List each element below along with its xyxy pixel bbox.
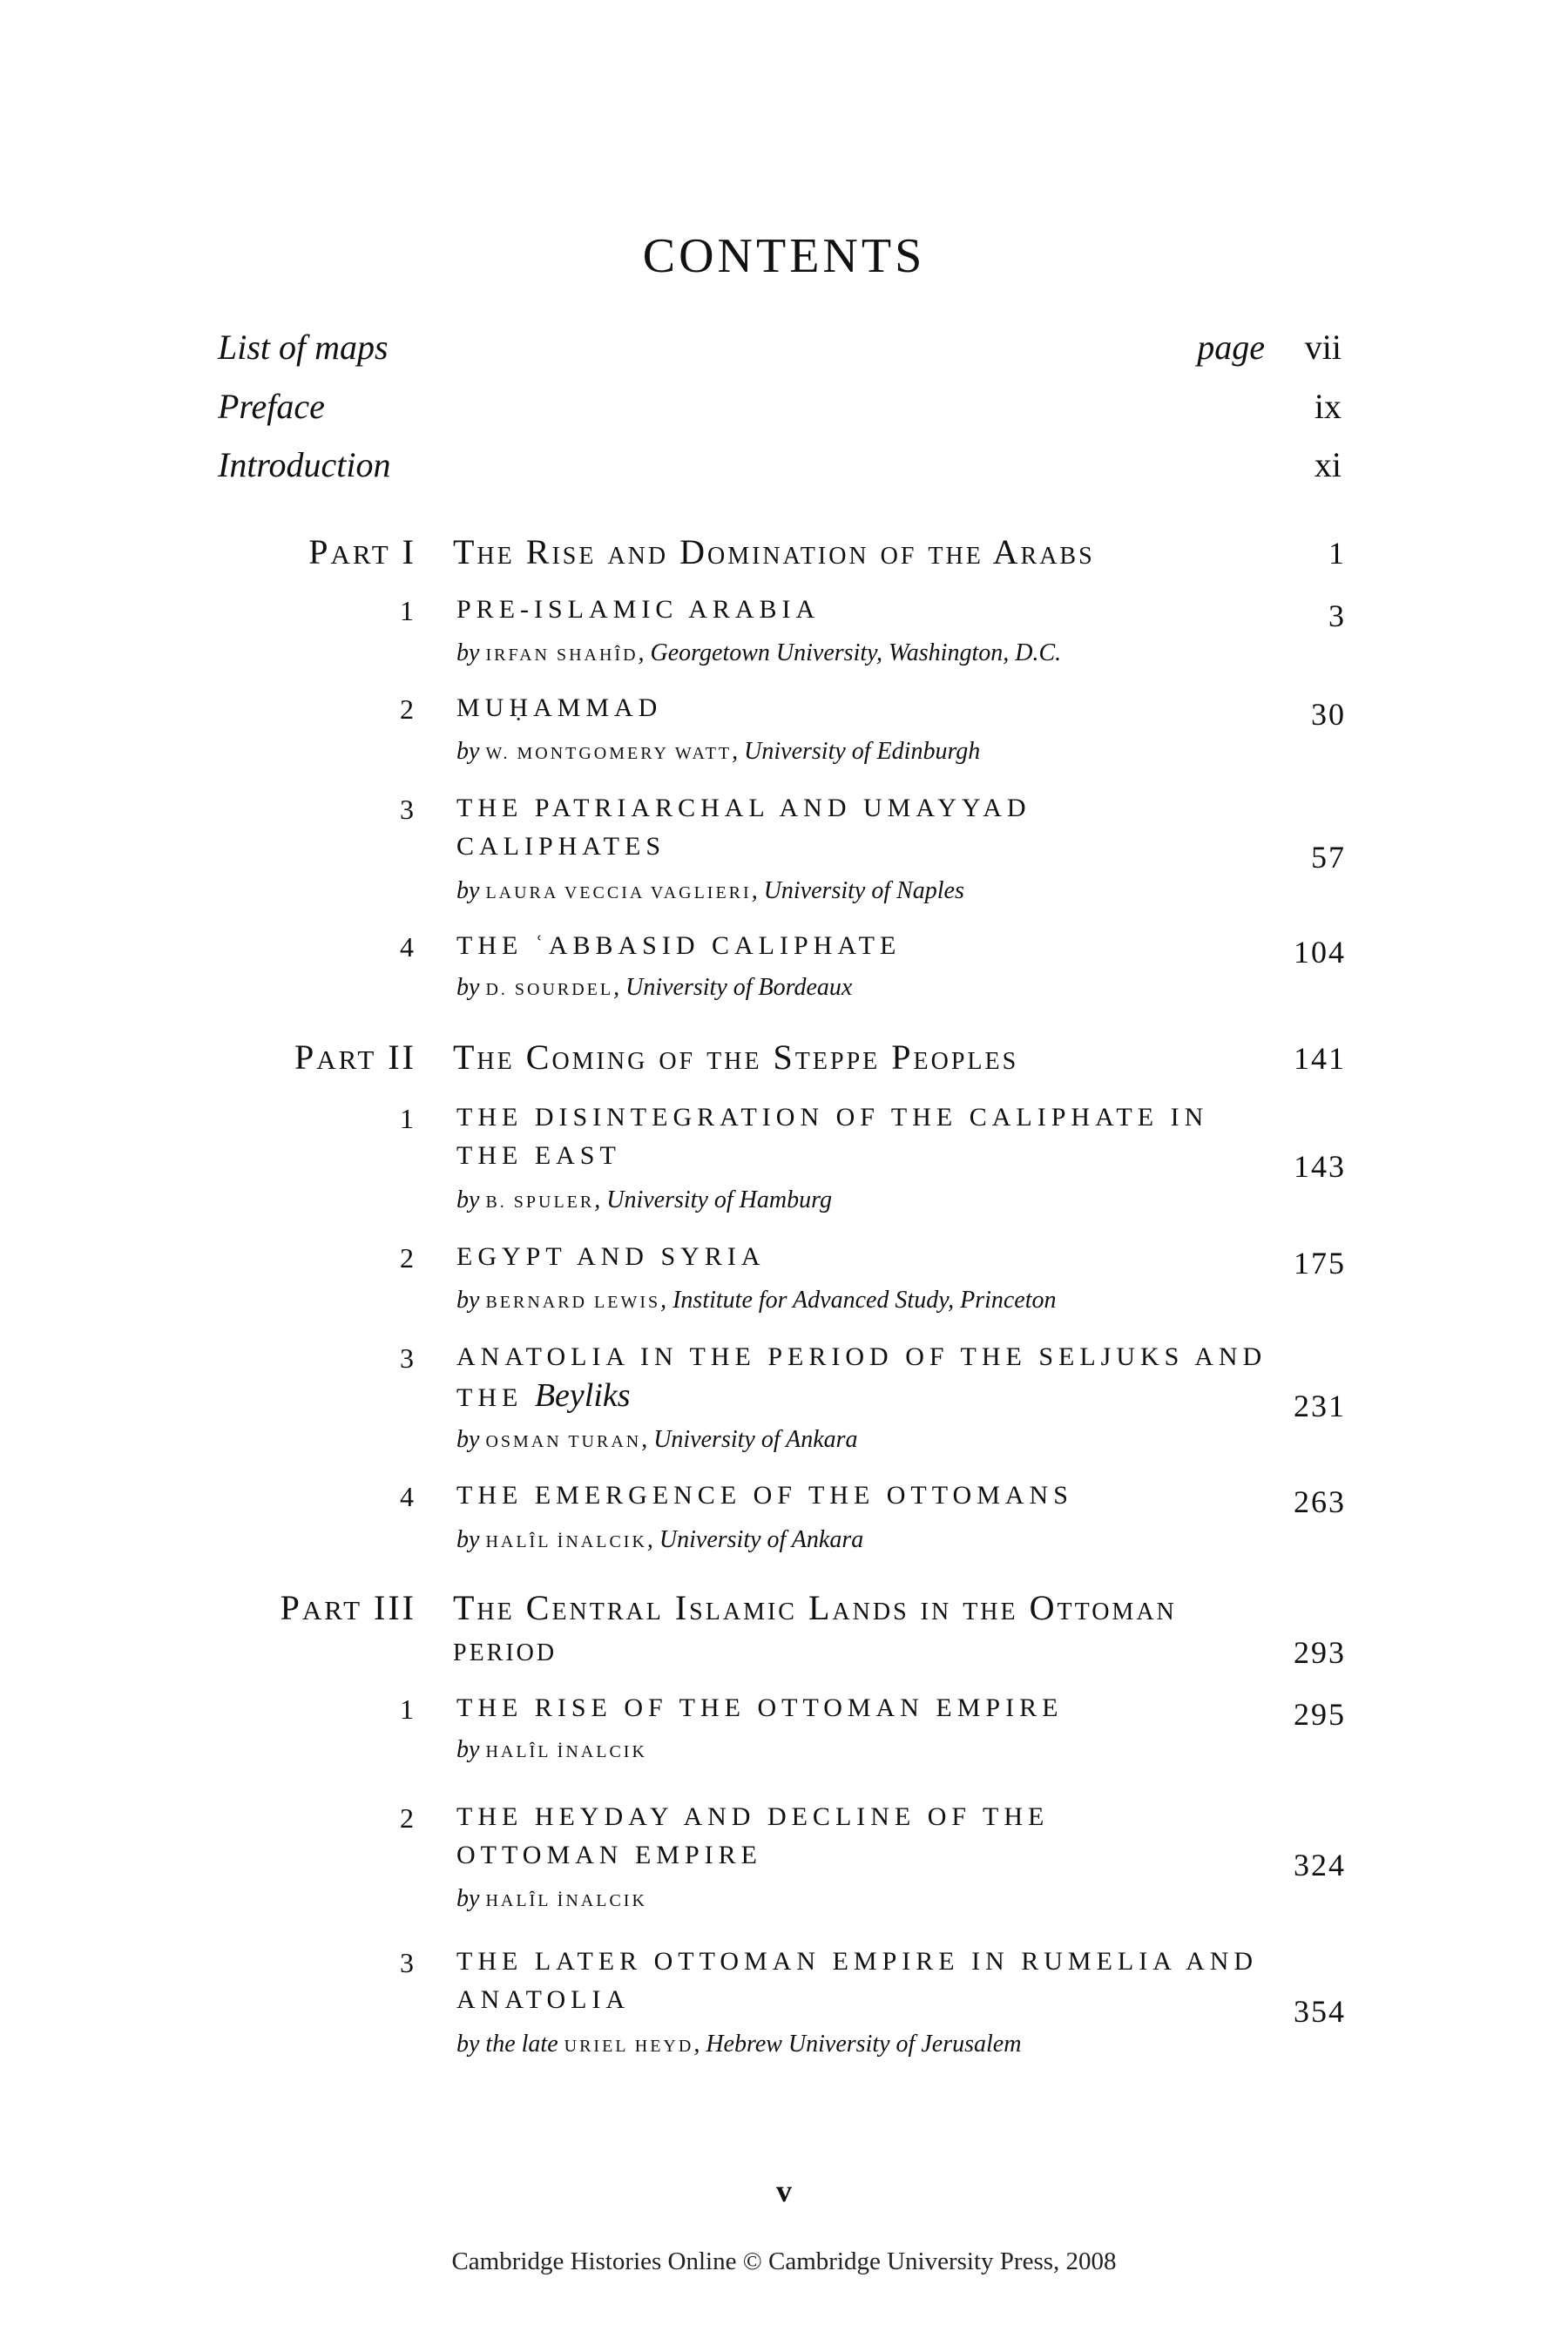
page-number: v xyxy=(776,2173,792,2208)
front-item-list-of-maps[interactable] xyxy=(218,327,1342,368)
chapter-byline: by B. SPULER, University of Hamburg xyxy=(456,1186,832,1213)
part-title[interactable]: The Central Islamic Lands in the Ottoman period xyxy=(453,1588,1177,1668)
page-title: CONTENTS xyxy=(642,229,926,283)
chapter-number: 1 xyxy=(400,1693,414,1725)
chapter-page: 231 xyxy=(1294,1389,1346,1423)
chapter-byline: by the late URIEL HEYD, Hebrew University of Jerusalem xyxy=(456,2031,1022,2058)
chapter-page: 3 xyxy=(1328,598,1346,633)
copyright-footer: Cambridge Histories Online © Cambridge University Press, 2008 xyxy=(451,2247,1117,2275)
chapter-byline: by LAURA VECCIA VAGLIERI, University of Naples xyxy=(456,877,964,904)
chapter-byline: by HALÎL İNALCIK xyxy=(456,1736,647,1763)
part-page: 293 xyxy=(1294,1635,1346,1670)
chapter-title[interactable]: THE HEYDAY AND DECLINE OF THE OTTOMAN EMPIRE xyxy=(456,1802,1050,1869)
front-item-label: Preface xyxy=(218,387,325,426)
chapter-byline: by HALÎL İNALCIK xyxy=(456,1885,647,1912)
chapter-byline: by OSMAN TURAN, University of Ankara xyxy=(456,1426,858,1453)
chapter-page: 104 xyxy=(1294,935,1346,970)
front-item-preface[interactable] xyxy=(218,386,1342,427)
chapter-title[interactable]: PRE-ISLAMIC ARABIA xyxy=(456,595,821,624)
chapter-number: 3 xyxy=(400,794,414,825)
chapter-title[interactable]: THE ʿABBASID CALIPHATE xyxy=(456,931,902,960)
part-title[interactable]: The Rise and Domination of the Arabs xyxy=(453,532,1095,571)
front-item-page: ix xyxy=(1314,387,1342,426)
chapter-number: 1 xyxy=(400,1103,414,1134)
part-page: 141 xyxy=(1294,1041,1346,1076)
chapter-page: 263 xyxy=(1294,1484,1346,1519)
chapter-title[interactable]: ANATOLIA IN THE PERIOD OF THE SELJUKS AND THE Beyliks xyxy=(456,1342,1267,1414)
chapter-number: 4 xyxy=(400,931,414,963)
front-item-page: xi xyxy=(1314,445,1342,484)
chapter-byline: by BERNARD LEWIS, Institute for Advanced Study, Princeton xyxy=(456,1287,1057,1314)
front-item-introduction[interactable] xyxy=(218,444,1342,485)
chapter-title[interactable]: THE DISINTEGRATION OF THE CALIPHATE IN THE EAST xyxy=(456,1103,1209,1170)
chapter-number: 1 xyxy=(400,595,414,626)
part-label: PART III xyxy=(280,1588,416,1627)
chapter-number: 4 xyxy=(400,1481,414,1512)
front-item-label: List of maps xyxy=(218,328,389,367)
chapter-page: 175 xyxy=(1294,1246,1346,1281)
chapter-page: 324 xyxy=(1294,1848,1346,1882)
part-label: PART I xyxy=(308,532,416,571)
part-title[interactable]: The Coming of the Steppe Peoples xyxy=(453,1037,1019,1077)
chapter-byline: by IRFAN SHAHÎD, Georgetown University, Washington, D.C. xyxy=(456,639,1062,666)
part-page: 1 xyxy=(1328,536,1346,571)
chapter-title[interactable]: THE LATER OTTOMAN EMPIRE IN RUMELIA AND ANATOLIA xyxy=(456,1947,1259,2014)
part-label: PART II xyxy=(294,1037,416,1077)
chapter-number: 2 xyxy=(400,693,414,725)
chapter-byline: by HALÎL İNALCIK, University of Ankara xyxy=(456,1526,864,1553)
page-label: page xyxy=(1197,328,1265,367)
chapter-page: 30 xyxy=(1311,697,1346,732)
chapter-page: 143 xyxy=(1294,1149,1346,1184)
chapter-title[interactable]: THE EMERGENCE OF THE OTTOMANS xyxy=(456,1481,1073,1510)
chapter-byline: by D. SOURDEL, University of Bordeaux xyxy=(456,974,853,1001)
chapter-title[interactable]: THE PATRIARCHAL AND UMAYYAD CALIPHATES xyxy=(456,794,1031,861)
chapter-page: 57 xyxy=(1311,840,1346,875)
chapter-page: 295 xyxy=(1294,1697,1346,1732)
front-item-page: vii xyxy=(1304,328,1342,367)
chapter-number: 2 xyxy=(400,1802,414,1834)
chapter-number: 2 xyxy=(400,1242,414,1274)
chapter-number: 3 xyxy=(400,1342,414,1374)
chapter-title-italic: Beyliks xyxy=(534,1377,631,1414)
front-item-label: Introduction xyxy=(218,445,391,484)
chapter-page: 354 xyxy=(1294,1994,1346,2029)
chapter-title[interactable]: THE RISE OF THE OTTOMAN EMPIRE xyxy=(456,1693,1064,1722)
chapter-title[interactable]: EGYPT AND SYRIA xyxy=(456,1242,766,1271)
chapter-title[interactable]: MUḤAMMAD xyxy=(456,693,663,722)
chapter-byline: by W. MONTGOMERY WATT, University of Edinburgh xyxy=(456,738,981,765)
chapter-number: 3 xyxy=(400,1947,414,1978)
